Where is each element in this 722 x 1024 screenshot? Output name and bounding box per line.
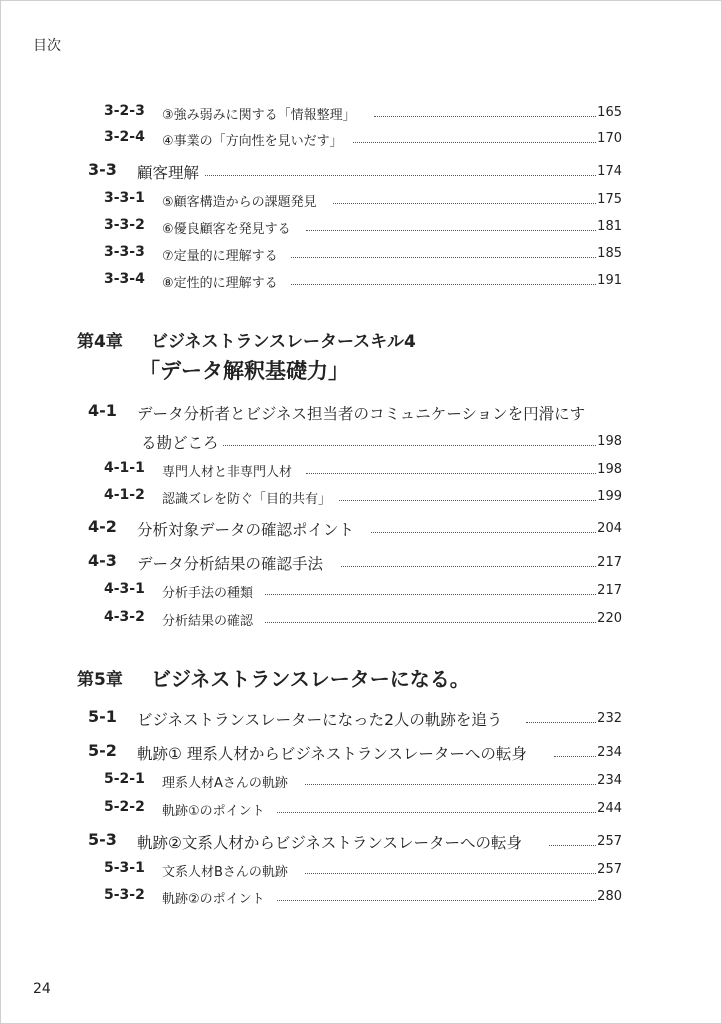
entry-title: 認識ズレを防ぐ「目的共有」 <box>162 492 332 507</box>
entry-page: 165 <box>597 105 622 120</box>
entry-title: データ分析結果の確認手法 <box>137 555 324 573</box>
entry-page: 204 <box>597 521 622 536</box>
leader-dots <box>339 500 596 501</box>
entry-page: 244 <box>597 801 622 816</box>
entry-page: 257 <box>597 862 622 877</box>
leader-dots <box>305 873 596 874</box>
entry-page: 232 <box>597 711 622 726</box>
entry-number: 5-2-2 <box>104 799 145 815</box>
leader-dots <box>265 622 596 623</box>
page-number: 24 <box>33 981 51 997</box>
entry-number: 4-2 <box>88 517 117 536</box>
leader-dots <box>333 203 596 204</box>
entry-page: 217 <box>597 583 622 598</box>
toc-entry[interactable] <box>1 707 722 729</box>
leader-dots <box>277 812 596 813</box>
entry-number: 4-3-2 <box>104 609 145 625</box>
entry-page: 198 <box>597 434 622 449</box>
entry-title: ⑦定量的に理解する <box>162 249 278 264</box>
toc-entry[interactable] <box>1 551 722 573</box>
entry-page: 217 <box>597 555 622 570</box>
entry-number: 4-3 <box>88 551 117 570</box>
toc-entry[interactable] <box>1 769 722 791</box>
entry-title: ビジネストランスレーターになった2人の軌跡を追う <box>137 711 503 729</box>
entry-title: 分析手法の種類 <box>162 586 254 601</box>
toc-entry[interactable] <box>1 269 722 291</box>
entry-title: 軌跡②のポイント <box>162 892 265 907</box>
toc-entry[interactable] <box>1 188 722 210</box>
entry-title: ③強み弱みに関する「情報整理」 <box>162 108 356 123</box>
leader-dots <box>526 722 596 723</box>
leader-dots <box>223 445 596 446</box>
toc-entry[interactable] <box>1 215 722 237</box>
entry-title: ⑧定性的に理解する <box>162 276 278 291</box>
toc-entry[interactable] <box>1 127 722 149</box>
entry-page: 191 <box>597 273 622 288</box>
leader-dots <box>277 900 596 901</box>
entry-page: 234 <box>597 773 622 788</box>
entry-page: 185 <box>597 246 622 261</box>
chapter-number: 第4章 <box>77 332 123 352</box>
chapter-title: ビジネストランスレーターになる。 <box>151 667 470 691</box>
entry-number: 3-2-3 <box>104 103 145 119</box>
toc-entry-continuation[interactable] <box>1 430 722 452</box>
entry-title: ⑥優良顧客を発見する <box>162 222 291 237</box>
entry-number: 3-3-1 <box>104 190 145 206</box>
entry-number: 5-3-1 <box>104 860 145 876</box>
leader-dots <box>291 257 596 258</box>
entry-page: 280 <box>597 889 622 904</box>
leader-dots <box>341 566 596 567</box>
entry-title: 軌跡①のポイント <box>162 804 265 819</box>
toc-entry[interactable] <box>1 741 722 763</box>
toc-entry[interactable] <box>1 517 722 539</box>
entry-title: 分析対象データの確認ポイント <box>137 521 355 539</box>
entry-title: ⑤顧客構造からの課題発見 <box>162 195 317 210</box>
chapter-number: 第5章 <box>77 670 123 690</box>
entry-number: 5-2 <box>88 741 117 760</box>
toc-entry[interactable] <box>1 607 722 629</box>
entry-number: 4-1-1 <box>104 460 145 476</box>
entry-page: 234 <box>597 745 622 760</box>
entry-number: 3-3 <box>88 160 117 179</box>
toc-entry[interactable] <box>1 242 722 264</box>
entry-title: 軌跡① 理系人材からビジネストランスレーターへの転身 <box>137 745 527 763</box>
entry-page: 170 <box>597 131 622 146</box>
entry-title: 分析結果の確認 <box>162 614 254 629</box>
entry-page: 174 <box>597 164 622 179</box>
entry-page: 220 <box>597 611 622 626</box>
entry-page: 198 <box>597 462 622 477</box>
entry-title: 理系人材Aさんの軌跡 <box>162 776 288 791</box>
leader-dots <box>205 175 596 176</box>
chapter-subtitle: 「データ解釈基礎力」 <box>139 359 349 383</box>
entry-number: 3-2-4 <box>104 129 145 145</box>
chapter-title: ビジネストランスレータースキル4 <box>151 332 416 352</box>
entry-page: 199 <box>597 489 622 504</box>
entry-title: 文系人材Bさんの軌跡 <box>162 865 288 880</box>
leader-dots <box>371 532 596 533</box>
entry-number: 4-1-2 <box>104 487 145 503</box>
running-head: 目次 <box>33 38 61 54</box>
entry-title: データ分析者とビジネス担当者のコミュニケーションを円滑にす <box>137 405 586 423</box>
entry-number: 5-3-2 <box>104 887 145 903</box>
toc-entry[interactable] <box>1 885 722 907</box>
leader-dots <box>305 784 596 785</box>
entry-title-continuation: る勘どころ <box>141 434 219 452</box>
leader-dots <box>291 284 596 285</box>
toc-entry[interactable] <box>1 797 722 819</box>
toc-entry[interactable] <box>1 160 722 182</box>
entry-page: 257 <box>597 834 622 849</box>
entry-page: 181 <box>597 219 622 234</box>
leader-dots <box>554 756 596 757</box>
entry-number: 4-1 <box>88 401 117 420</box>
entry-title: 専門人材と非専門人材 <box>162 465 293 480</box>
leader-dots <box>374 116 596 117</box>
entry-number: 3-3-2 <box>104 217 145 233</box>
entry-number: 5-2-1 <box>104 771 145 787</box>
entry-page: 175 <box>597 192 622 207</box>
entry-number: 3-3-3 <box>104 244 145 260</box>
toc-entry[interactable] <box>1 858 722 880</box>
toc-entry[interactable] <box>1 830 722 852</box>
entry-title: 軌跡②文系人材からビジネストランスレーターへの転身 <box>137 834 522 852</box>
entry-title: 顧客理解 <box>137 164 200 182</box>
entry-number: 4-3-1 <box>104 581 145 597</box>
toc-entry[interactable] <box>1 458 722 480</box>
toc-entry[interactable] <box>1 579 722 601</box>
leader-dots <box>549 845 596 846</box>
toc-entry[interactable] <box>1 401 722 423</box>
leader-dots <box>353 142 596 143</box>
entry-title: ④事業の「方向性を見いだす」 <box>162 134 343 149</box>
entry-number: 3-3-4 <box>104 271 145 287</box>
toc-entry[interactable] <box>1 101 722 123</box>
leader-dots <box>265 594 596 595</box>
entry-number: 5-1 <box>88 707 117 726</box>
entry-number: 5-3 <box>88 830 117 849</box>
toc-entry[interactable] <box>1 485 722 507</box>
leader-dots <box>306 473 596 474</box>
leader-dots <box>306 230 596 231</box>
